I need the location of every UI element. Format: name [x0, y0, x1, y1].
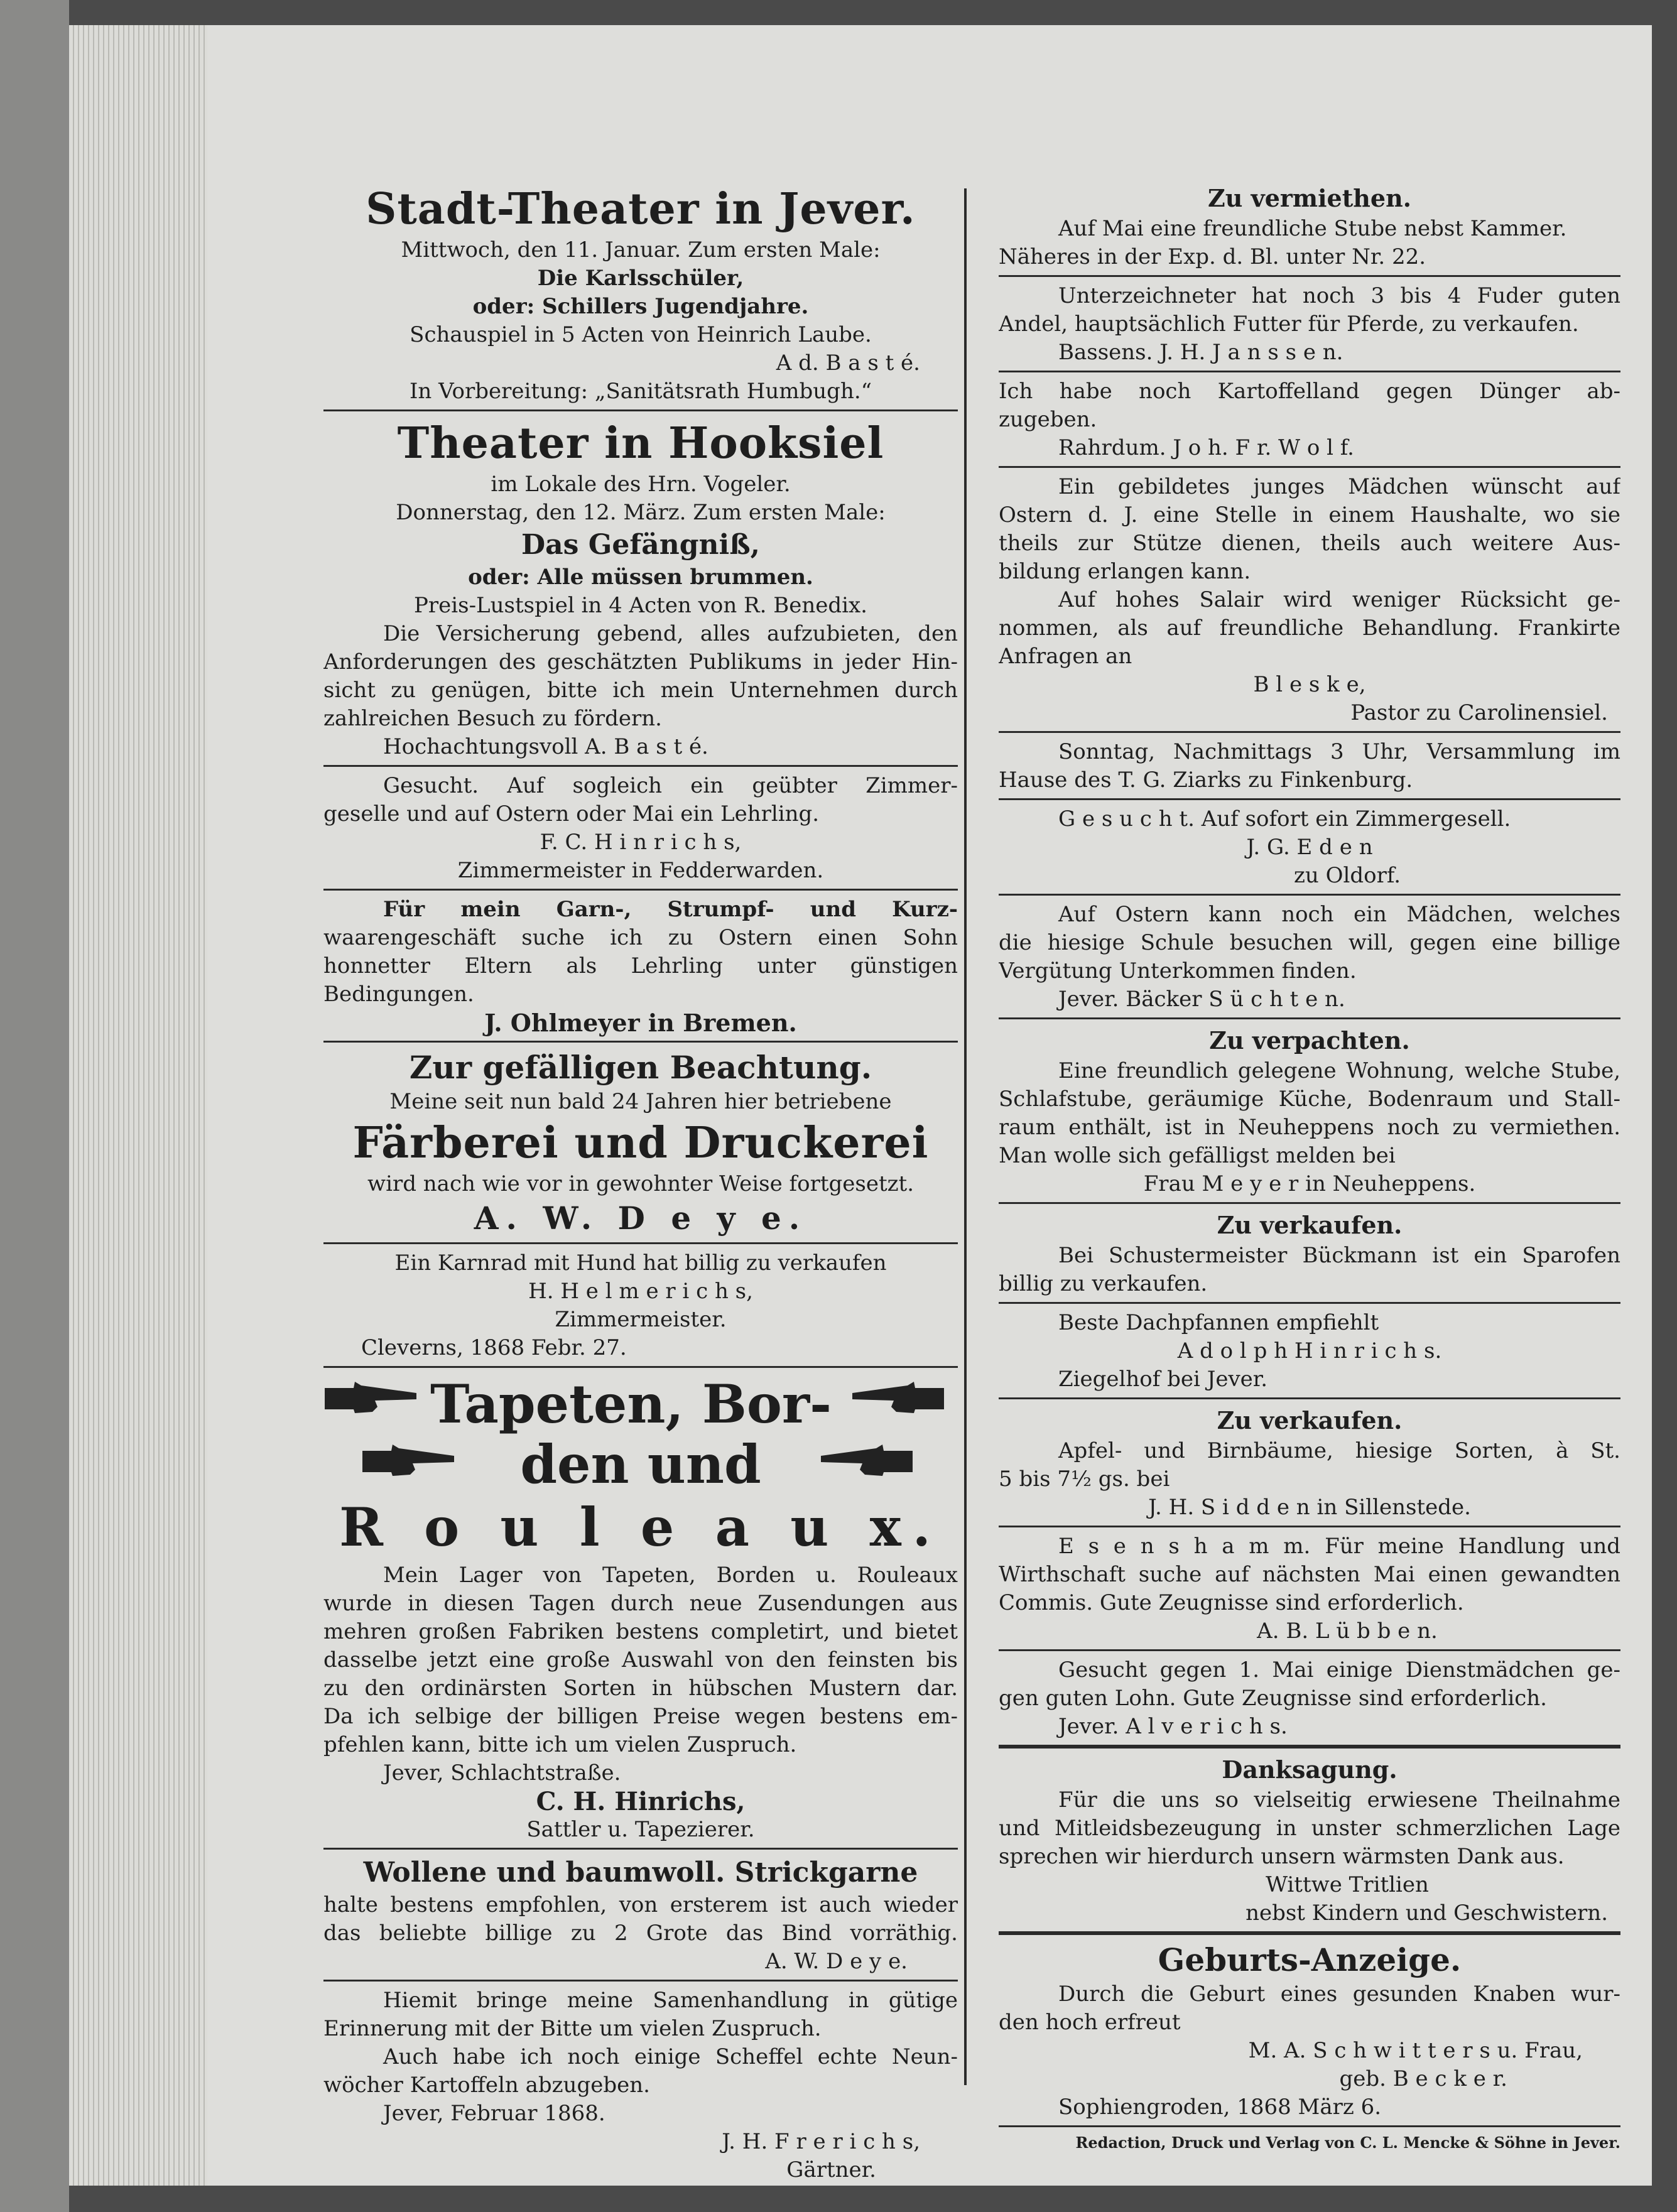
divider: [323, 409, 958, 411]
ad-line: Auch habe ich noch einige Scheffel echte Neun-: [383, 2044, 958, 2069]
ad-line: Auf hohes Salair wird weniger Rücksicht ge-: [1058, 587, 1620, 612]
ad-line: 5 bis 7½ gs. bei: [999, 1467, 1170, 1492]
ad-line: E s e n s h a m m. Für meine Handlung und: [1058, 1534, 1620, 1559]
ad-title: Zur gefälligen Beachtung.: [409, 1049, 872, 1086]
ad-line: Sattler u. Tapezierer.: [526, 1817, 755, 1842]
ad-signature: A d. B a s t é.: [776, 350, 920, 376]
ad-line: und Mitleidsbezeugung in unster schmerzlichen Lage: [999, 1816, 1620, 1841]
divider: [999, 466, 1620, 468]
ad-title: Geburts-Anzeige.: [1158, 1941, 1462, 1978]
ad-title: Zu verkaufen.: [1217, 1211, 1403, 1239]
ad-subtitle: Das Gefängniß,: [521, 529, 760, 561]
left-column: [323, 182, 958, 2184]
divider: [999, 1017, 1620, 1019]
ad-signature: Jever. Bäcker S ü c h t e n.: [1058, 987, 1345, 1012]
ad-line: im Lokale des Hrn. Vogeler.: [491, 472, 791, 497]
divider: [999, 1202, 1620, 1204]
ad-line: Beste Dachpfannen empfiehlt: [1058, 1310, 1379, 1335]
ad-signature: C. H. Hinrichs,: [536, 1787, 746, 1816]
ad-signature: J. G. E d e n: [1246, 835, 1373, 860]
ad-line: Für mein Garn-, Strumpf- und Kurz-: [383, 897, 958, 922]
ad-line: honnetter Eltern als Lehrling unter günstigen: [323, 953, 958, 979]
ad-signature: A. W. D e y e.: [765, 1949, 908, 1974]
ad-line: Sonntag, Nachmittags 3 Uhr, Versammlung im: [1058, 739, 1620, 764]
ad-title: Theater in Hooksiel: [397, 418, 884, 469]
ad-signature: J. H. S i d d e n in Sillenstede.: [1148, 1495, 1471, 1520]
ad-line: Ein Karnrad mit Hund hat billig zu verkaufen: [394, 1250, 887, 1276]
ad-big-title: Färberei und Druckerei: [352, 1118, 929, 1168]
divider: [999, 1397, 1620, 1399]
ad-line: Schauspiel in 5 Acten von Heinrich Laube.: [410, 322, 872, 347]
pointing-hand-left-icon: [820, 1442, 914, 1481]
ad-line: gen guten Lohn. Gute Zeugnisse sind erforderlich.: [999, 1686, 1547, 1711]
divider: [999, 275, 1620, 277]
ad-signature: A d o l p h H i n r i c h s.: [1177, 1338, 1442, 1364]
ad-title: Tapeten, Bor-: [430, 1373, 832, 1435]
ad-line: Hause des T. G. Ziarks zu Finkenburg.: [999, 767, 1413, 793]
ad-line: wöcher Kartoffeln abzugeben.: [323, 2073, 650, 2098]
ad-theater-hooksiel: [323, 416, 958, 761]
ad-tapeten: [323, 1373, 958, 1844]
divider: [999, 894, 1620, 896]
tapeten-headline: [323, 1373, 958, 1561]
ad-line: Näheres in der Exp. d. Bl. unter Nr. 22.: [999, 244, 1426, 269]
ad-ohlmeyer: [323, 896, 958, 1037]
ad-line: waarengeschäft suche ich zu Ostern einen Sohn: [323, 925, 958, 950]
ad-line: Man wolle sich gefälligst melden bei: [999, 1143, 1396, 1168]
divider: [323, 1980, 958, 1982]
ad-line: Gesucht. Auf sogleich ein geübter Zimmer-: [383, 773, 958, 798]
ad-line: Jever, Schlachtstraße.: [383, 1760, 621, 1786]
ad-frerichs: [323, 1987, 958, 2184]
ad-line: oder: Alle müssen brummen.: [468, 565, 813, 590]
ad-line: Auf Mai eine freundliche Stube nebst Kammer.: [1058, 216, 1567, 241]
ad-line: Die Versicherung gebend, alles aufzubieten, den: [383, 621, 958, 646]
ad-line: Auf Ostern kann noch ein Mädchen, welches: [1058, 902, 1620, 927]
ad-verkaufen-sparofen: [999, 1209, 1620, 1298]
divider: [323, 765, 958, 767]
ad-dachpfannen: [999, 1309, 1620, 1394]
divider: [999, 2125, 1620, 2127]
ad-line: Vergütung Unterkommen finden.: [999, 958, 1357, 984]
ad-title: Stadt-Theater in Jever.: [366, 184, 916, 234]
ad-signature: Jever. A l v e r i c h s.: [1058, 1714, 1288, 1739]
ad-verkaufen-baeume: [999, 1404, 1620, 1522]
ad-title: R o u l e a u x.: [339, 1496, 942, 1558]
ad-signature: F. C. H i n r i c h s,: [540, 830, 742, 855]
ad-deye-faerberei: [323, 1048, 958, 1239]
ad-danksagung: [999, 1754, 1620, 1927]
ad-bleske: [999, 473, 1620, 727]
pointing-hand-left-icon: [851, 1379, 945, 1418]
ad-line: Schlafstube, geräumige Küche, Bodenraum und Stall-: [999, 1087, 1620, 1112]
ad-line: zu Oldorf.: [1293, 863, 1401, 888]
ad-line: Unterzeichneter hat noch 3 bis 4 Fuder guten: [1058, 283, 1620, 308]
divider: [323, 1366, 958, 1368]
ad-alverichs: [999, 1656, 1620, 1741]
ad-signature: A. B. L ü b b e n.: [1257, 1618, 1438, 1644]
ad-title: Danksagung.: [1222, 1755, 1398, 1784]
ad-line: geselle und auf Ostern oder Mai ein Lehrling.: [323, 801, 820, 827]
ad-line: Mein Lager von Tapeten, Borden u. Rouleaux: [383, 1563, 958, 1588]
ad-line: die hiesige Schule besuchen will, gegen eine billige: [999, 930, 1620, 955]
ad-line: raum enthält, ist in Neuheppens noch zu vermiethen.: [999, 1115, 1620, 1140]
ad-line: Zimmermeister in Fedderwarden.: [457, 858, 824, 883]
ad-line: Donnerstag, den 12. März. Zum ersten Male:: [396, 500, 886, 525]
ad-signature: Hochachtungsvoll A. B a s t é.: [383, 734, 708, 759]
ad-line: Eine freundlich gelegene Wohnung, welche Stube,: [1058, 1058, 1620, 1083]
ad-line: bildung erlangen kann.: [999, 559, 1251, 584]
ad-line: oder: Schillers Jugendjahre.: [472, 294, 809, 319]
ad-line: Ostern d. J. eine Stelle in einem Haushalte, wo sie: [999, 502, 1620, 528]
ad-signature: B l e s k e,: [1253, 672, 1366, 697]
ad-wolf: [999, 377, 1620, 462]
divider: [999, 798, 1620, 800]
ad-title: den und: [520, 1433, 761, 1495]
ad-line: das beliebte billige zu 2 Grote das Bind vorräthig.: [323, 1921, 958, 1946]
ad-line: Sophiengroden, 1868 März 6.: [1058, 2095, 1382, 2120]
ad-signature: M. A. S c h w i t t e r s u. Frau,: [1248, 2038, 1583, 2063]
divider: [999, 1931, 1620, 1935]
ad-signature: Frau M e y e r in Neuheppens.: [1143, 1171, 1476, 1196]
ad-luebben: [999, 1532, 1620, 1645]
ad-signature: J. H. F r e r i c h s,: [722, 2129, 920, 2154]
ad-line: Anfragen an: [999, 644, 1132, 669]
ad-line: Preis-Lustspiel in 4 Acten von R. Benedix.: [414, 593, 867, 618]
ad-line: dasselbe jetzt eine große Auswahl von den feinsten bis: [323, 1647, 958, 1673]
ad-line: sicht zu genügen, bitte ich mein Unternehmen durch: [323, 678, 958, 703]
divider: [999, 371, 1620, 372]
divider: [999, 1745, 1620, 1748]
ad-line: Mittwoch, den 11. Januar. Zum ersten Male:: [401, 237, 881, 263]
ad-title: Wollene und baumwoll. Strickgarne: [363, 1857, 918, 1889]
ad-line: halte bestens empfohlen, von ersterem ist auch wieder: [323, 1892, 958, 1917]
ad-line: Da ich selbige der billigen Preise wegen bestens em-: [323, 1704, 958, 1729]
divider: [999, 1302, 1620, 1304]
ad-janssen: [999, 282, 1620, 367]
ad-line: sprechen wir hierdurch unsern wärmsten Dank aus.: [999, 1844, 1565, 1869]
column-divider: [964, 188, 967, 2085]
ad-signature: H. H e l m e r i c h s,: [528, 1279, 753, 1304]
ad-line: billig zu verkaufen.: [999, 1271, 1208, 1296]
right-column: [999, 182, 1620, 2154]
book-binding: [0, 0, 69, 2212]
ad-line: mehren großen Fabriken bestens completirt, und bietet: [323, 1619, 958, 1644]
ad-line: Ich habe noch Kartoffelland gegen Dünger ab-: [999, 379, 1620, 404]
ad-line: Meine seit nun bald 24 Jahren hier betriebene: [389, 1089, 892, 1114]
ad-line: In Vorbereitung: „Sanitätsrath Humbugh.“: [409, 379, 872, 404]
divider: [323, 1242, 958, 1244]
ad-line: Cleverns, 1868 Febr. 27.: [361, 1335, 627, 1360]
ad-line: zugeben.: [999, 407, 1097, 432]
ad-line: Zimmermeister.: [555, 1307, 727, 1332]
ad-line: wird nach wie vor in gewohnter Weise fortgesetzt.: [367, 1171, 914, 1196]
ad-line: Andel, hauptsächlich Futter für Pferde, zu verkaufen.: [999, 312, 1579, 337]
divider: [999, 731, 1620, 733]
ad-line: Commis. Gute Zeugnisse sind erforderlich.: [999, 1590, 1464, 1615]
ad-line: Apfel- und Birnbäume, hiesige Sorten, à St.: [1058, 1438, 1620, 1463]
divider: [323, 889, 958, 891]
ad-geburts-anzeige: [999, 1940, 1620, 2122]
divider: [999, 1649, 1620, 1651]
imprint-footer: Redaction, Druck und Verlag von C. L. Mencke & Söhne in Jever.: [1075, 2133, 1620, 2152]
ad-title: Zu verkaufen.: [1217, 1406, 1403, 1434]
ad-line: nommen, als auf freundliche Behandlung. Frankirte: [999, 615, 1620, 641]
ad-line: Pastor zu Carolinensiel.: [1350, 700, 1608, 725]
divider: [323, 1041, 958, 1043]
ad-line: zu den ordinärsten Sorten in hübschen Mustern dar.: [323, 1676, 958, 1701]
ad-line: zahlreichen Besuch zu fördern.: [323, 706, 662, 731]
ad-eden: [999, 805, 1620, 890]
ad-line: Die Karlsschüler,: [537, 266, 744, 291]
ad-line: nebst Kindern und Geschwistern.: [1246, 1900, 1608, 1926]
pointing-hand-right-icon: [323, 1379, 418, 1418]
ad-signature: Wittwe Tritlien: [1266, 1872, 1429, 1897]
ad-line: Anforderungen des geschätzten Publikums in jeder Hin-: [323, 649, 958, 675]
ad-gesucht-zimmergeselle: [323, 772, 958, 885]
ad-line: Jever, Februar 1868.: [383, 2101, 605, 2126]
divider: [999, 1526, 1620, 1527]
ad-strickgarne: [323, 1855, 958, 1976]
divider: [323, 1848, 958, 1850]
ad-vermiethen: [999, 182, 1620, 271]
ad-line: G e s u c h t. Auf sofort ein Zimmergesell.: [1058, 806, 1511, 832]
ad-ziarks: [999, 738, 1620, 794]
ad-line: Erinnerung mit der Bitte um vielen Zuspruch.: [323, 2016, 822, 2041]
ad-line: Bedingungen.: [323, 982, 474, 1007]
ad-karnrad: [323, 1249, 958, 1362]
ad-stadt-theater: [323, 182, 958, 406]
ad-line: pfehlen kann, bitte ich um vielen Zuspruch.: [323, 1732, 797, 1757]
ad-line: Wirthschaft suche auf nächsten Mai einen gewandten: [999, 1562, 1620, 1587]
ad-line: Hiemit bringe meine Samenhandlung in gütige: [383, 1988, 958, 2013]
ad-line: Ein gebildetes junges Mädchen wünscht auf: [1058, 474, 1620, 499]
ad-line: den hoch erfreut: [999, 2010, 1181, 2035]
ad-verpachten: [999, 1024, 1620, 1198]
ad-line: wurde in diesen Tagen durch neue Zusendungen aus: [323, 1591, 958, 1616]
ad-line: Gärtner.: [786, 2157, 876, 2182]
ad-line: Ziegelhof bei Jever.: [1058, 1367, 1268, 1392]
ad-title: Zu verpachten.: [1209, 1026, 1410, 1054]
ad-line: Bassens. J. H. J a n s s e n.: [1058, 340, 1343, 365]
ad-line: geb. B e c k e r.: [1339, 2066, 1507, 2091]
ad-signature: J. Ohlmeyer in Bremen.: [484, 1009, 797, 1037]
ad-line: Bei Schustermeister Bückmann ist ein Sparofen: [1058, 1243, 1620, 1268]
ad-line: Gesucht gegen 1. Mai einige Dienstmädchen ge-: [1058, 1657, 1620, 1683]
ad-line: theils zur Stütze dienen, theils auch weitere Aus-: [999, 531, 1620, 556]
ad-suechten: [999, 901, 1620, 1014]
ad-line: Rahrdum. J o h. F r. W o l f.: [1058, 435, 1354, 460]
ad-title: Zu vermiethen.: [1208, 184, 1411, 212]
ad-line: Durch die Geburt eines gesunden Knaben wur-: [1058, 1982, 1620, 2007]
ad-signature: A. W. D e y e.: [474, 1200, 808, 1237]
ad-line: Für die uns so vielseitig erwiesene Theilnahme: [1058, 1787, 1620, 1813]
page-edges: [69, 25, 220, 2186]
